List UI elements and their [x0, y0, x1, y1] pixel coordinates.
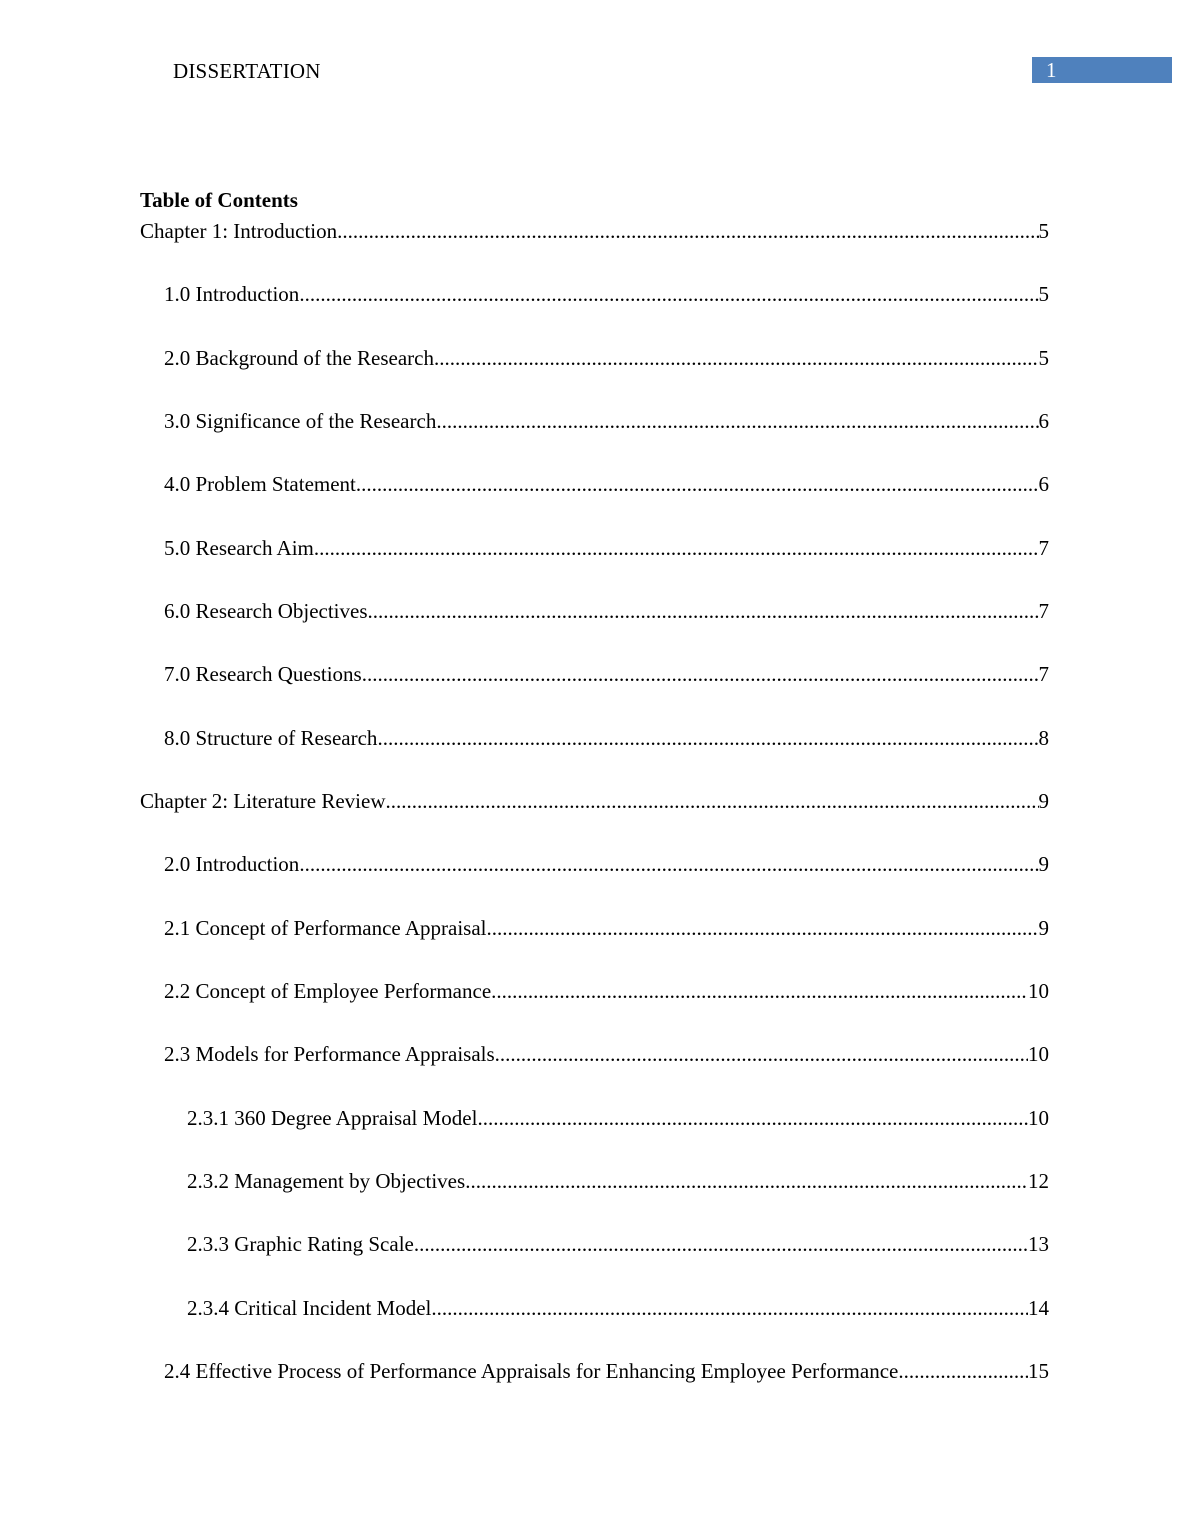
- toc-leader-dots: [356, 470, 1039, 498]
- toc-leader-dots: [368, 597, 1039, 625]
- toc-entry-page: 5: [1038, 219, 1049, 243]
- toc-entry-page: 6: [1038, 408, 1049, 433]
- toc-entry-page: 6: [1038, 472, 1049, 497]
- toc-entry[interactable]: [140, 1230, 1049, 1258]
- toc-entry-page: 5: [1038, 345, 1049, 370]
- page-number-badge: [1032, 57, 1172, 83]
- toc-entry-title: Chapter 1: Introduction: [140, 219, 338, 243]
- toc-entry-title: 2.4 Effective Process of Performance Appraisals for Enhancing Employee Performance: [164, 1358, 899, 1383]
- toc-entry-page: 13: [1028, 1232, 1049, 1257]
- toc-entry-page: 5: [1038, 282, 1049, 307]
- toc-entry-title: 6.0 Research Objectives: [164, 598, 368, 623]
- toc-entry[interactable]: [140, 724, 1049, 752]
- toc-entry[interactable]: [140, 1167, 1049, 1195]
- toc-entry-page: 10: [1028, 1042, 1049, 1067]
- toc-entry-page: 14: [1028, 1295, 1049, 1320]
- toc-entry-page: 10: [1028, 978, 1049, 1003]
- toc-entry[interactable]: [140, 217, 1049, 245]
- toc-entry-page: 7: [1038, 535, 1049, 560]
- toc-entry[interactable]: [140, 1294, 1049, 1322]
- toc-leader-dots: [362, 660, 1039, 688]
- table-of-contents: [140, 217, 1049, 1420]
- toc-entry-page: 9: [1038, 915, 1049, 940]
- toc-entry-page: 7: [1038, 662, 1049, 687]
- toc-entry-title: 5.0 Research Aim: [164, 535, 314, 560]
- toc-entry[interactable]: [140, 850, 1049, 878]
- toc-entry-title: 2.1 Concept of Performance Appraisal: [164, 915, 487, 940]
- toc-leader-dots: [414, 1230, 1028, 1258]
- toc-leader-dots: [431, 1294, 1028, 1322]
- toc-entry[interactable]: [140, 597, 1049, 625]
- toc-leader-dots: [487, 914, 1039, 942]
- toc-leader-dots: [299, 280, 1038, 308]
- toc-heading: Table of Contents: [140, 188, 298, 212]
- toc-entry[interactable]: [140, 1357, 1049, 1385]
- toc-leader-dots: [337, 217, 1038, 245]
- toc-leader-dots: [386, 787, 1039, 815]
- toc-entry-title: 3.0 Significance of the Research: [164, 408, 437, 433]
- toc-entry-title: 2.3 Models for Performance Appraisals: [164, 1042, 495, 1067]
- toc-leader-dots: [299, 850, 1038, 878]
- toc-entry-page: 12: [1028, 1168, 1049, 1193]
- toc-entry-page: 7: [1038, 598, 1049, 623]
- toc-entry-page: 9: [1038, 788, 1049, 813]
- toc-entry[interactable]: [140, 470, 1049, 498]
- toc-entry[interactable]: [140, 787, 1049, 815]
- toc-entry-page: 8: [1038, 725, 1049, 750]
- toc-leader-dots: [491, 977, 1028, 1005]
- toc-entry-title: 4.0 Problem Statement: [164, 472, 356, 497]
- toc-entry[interactable]: [140, 914, 1049, 942]
- toc-entry[interactable]: [140, 977, 1049, 1005]
- toc-entry[interactable]: [140, 280, 1049, 308]
- toc-entry-title: 2.2 Concept of Employee Performance: [164, 978, 492, 1003]
- toc-entry-page: 10: [1028, 1105, 1049, 1130]
- toc-entry[interactable]: [140, 344, 1049, 372]
- toc-entry[interactable]: [140, 1040, 1049, 1068]
- toc-entry-title: 2.0 Background of the Research: [164, 345, 434, 370]
- running-header-title: DISSERTATION: [173, 59, 321, 83]
- toc-leader-dots: [377, 724, 1038, 752]
- page-number: 1: [1046, 58, 1057, 82]
- toc-entry[interactable]: [140, 407, 1049, 435]
- toc-entry-title: 2.3.3 Graphic Rating Scale: [187, 1232, 414, 1257]
- toc-entry-title: 7.0 Research Questions: [164, 662, 362, 687]
- toc-leader-dots: [495, 1040, 1028, 1068]
- toc-leader-dots: [314, 534, 1039, 562]
- toc-entry-title: 2.3.1 360 Degree Appraisal Model: [187, 1105, 478, 1130]
- toc-leader-dots: [436, 407, 1038, 435]
- toc-entry-title: 2.3.4 Critical Incident Model: [187, 1295, 432, 1320]
- toc-entry-title: 2.0 Introduction: [164, 852, 300, 877]
- toc-entry-page: 9: [1038, 852, 1049, 877]
- toc-leader-dots: [898, 1357, 1028, 1385]
- toc-leader-dots: [465, 1167, 1028, 1195]
- toc-entry-page: 15: [1028, 1358, 1049, 1383]
- toc-leader-dots: [477, 1104, 1028, 1132]
- toc-entry-title: 1.0 Introduction: [164, 282, 300, 307]
- toc-entry[interactable]: [140, 1104, 1049, 1132]
- toc-entry-title: Chapter 2: Literature Review: [140, 788, 386, 813]
- toc-leader-dots: [434, 344, 1039, 372]
- toc-entry-title: 2.3.2 Management by Objectives: [187, 1168, 466, 1193]
- toc-entry[interactable]: [140, 534, 1049, 562]
- toc-entry-title: 8.0 Structure of Research: [164, 725, 378, 750]
- toc-entry[interactable]: [140, 660, 1049, 688]
